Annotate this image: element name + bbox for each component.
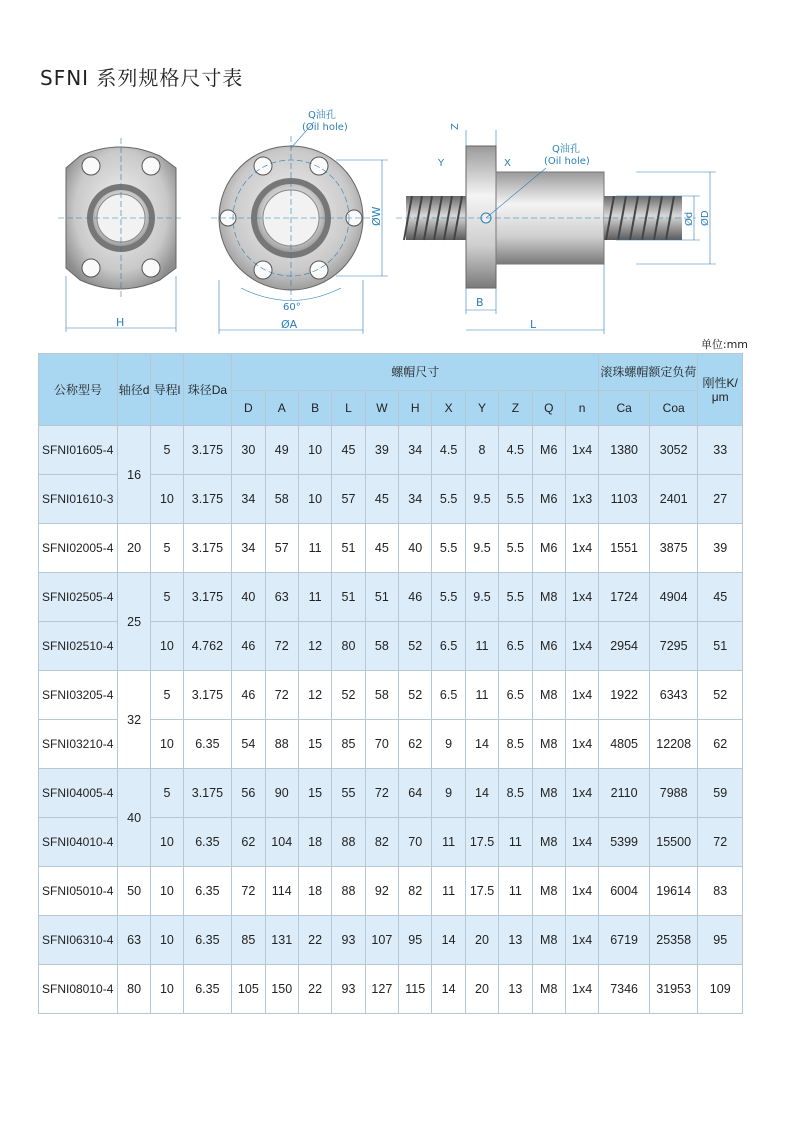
- cell-z: 13: [499, 965, 532, 1014]
- cell-a: 58: [265, 475, 298, 524]
- cell-ca: 1380: [599, 426, 650, 475]
- subheader-x: X: [432, 391, 465, 426]
- cell-l: 5: [151, 524, 183, 573]
- cell-coa: 6343: [649, 671, 698, 720]
- table-row: [39, 916, 743, 965]
- cell-n: 1x4: [565, 671, 598, 720]
- cell-ca: 6719: [599, 916, 650, 965]
- cell-q: M6: [532, 622, 565, 671]
- cell-l: 88: [332, 867, 365, 916]
- cell-q: M8: [532, 916, 565, 965]
- cell-da: 6.35: [183, 818, 232, 867]
- subheader-ca: Ca: [599, 391, 650, 426]
- cell-a: 150: [265, 965, 298, 1014]
- cell-x: 5.5: [432, 524, 465, 573]
- dim-X-label: X: [504, 158, 511, 169]
- cell-da: 6.35: [183, 720, 232, 769]
- cell-coa: 3052: [649, 426, 698, 475]
- cell-d: 40: [232, 573, 265, 622]
- header-nut: 螺帽尺寸: [232, 354, 599, 391]
- cell-b: 12: [298, 622, 331, 671]
- cell-n: 1x4: [565, 622, 598, 671]
- cell-model: SFNI05010-4: [39, 867, 118, 916]
- cell-n: 1x4: [565, 867, 598, 916]
- dim-d-label: Ød: [684, 211, 695, 226]
- cell-a: 63: [265, 573, 298, 622]
- cell-w: 70: [365, 720, 398, 769]
- cell-w: 39: [365, 426, 398, 475]
- cell-l: 10: [151, 867, 183, 916]
- cell-k: 109: [698, 965, 743, 1014]
- cell-ca: 1922: [599, 671, 650, 720]
- cell-y: 14: [465, 769, 498, 818]
- cell-da: 6.35: [183, 965, 232, 1014]
- subheader-coa: Coa: [649, 391, 698, 426]
- cell-b: 10: [298, 426, 331, 475]
- cell-l: 10: [151, 720, 183, 769]
- cell-k: 52: [698, 671, 743, 720]
- cell-q: M8: [532, 720, 565, 769]
- cell-y: 20: [465, 965, 498, 1014]
- cell-h: 82: [399, 867, 432, 916]
- header-model: 公称型号: [39, 354, 118, 426]
- cell-q: M6: [532, 524, 565, 573]
- cell-h: 95: [399, 916, 432, 965]
- cell-h: 62: [399, 720, 432, 769]
- cell-y: 17.5: [465, 818, 498, 867]
- cell-x: 11: [432, 867, 465, 916]
- cell-ca: 1724: [599, 573, 650, 622]
- cell-d: 56: [232, 769, 265, 818]
- subheader-w: W: [365, 391, 398, 426]
- cell-y: 11: [465, 622, 498, 671]
- technical-drawings: [36, 108, 756, 338]
- cell-d: 72: [232, 867, 265, 916]
- cell-z: 6.5: [499, 671, 532, 720]
- cell-z: 11: [499, 867, 532, 916]
- cell-l: 10: [151, 965, 183, 1014]
- dim-angle-label: 60°: [283, 302, 301, 313]
- cell-z: 6.5: [499, 622, 532, 671]
- cell-w: 107: [365, 916, 398, 965]
- table-row: [39, 573, 743, 622]
- oil-hole-label-2: Q油孔: [552, 144, 580, 155]
- cell-coa: 25358: [649, 916, 698, 965]
- oil-hole-en-label-1: (Oil hole): [302, 122, 348, 133]
- cell-model: SFNI06310-4: [39, 916, 118, 965]
- cell-d: 20: [117, 524, 150, 573]
- dim-H-label: H: [116, 316, 125, 329]
- cell-l: 10: [151, 475, 183, 524]
- dim-Y-label: Y: [438, 158, 445, 169]
- cell-q: M8: [532, 769, 565, 818]
- cell-y: 8: [465, 426, 498, 475]
- cell-da: 3.175: [183, 573, 232, 622]
- cell-l: 93: [332, 965, 365, 1014]
- cell-n: 1x3: [565, 475, 598, 524]
- cell-k: 83: [698, 867, 743, 916]
- cell-h: 34: [399, 426, 432, 475]
- cell-x: 6.5: [432, 671, 465, 720]
- subheader-a: A: [265, 391, 298, 426]
- cell-model: SFNI02505-4: [39, 573, 118, 622]
- cell-k: 95: [698, 916, 743, 965]
- cell-d: 85: [232, 916, 265, 965]
- subheader-y: Y: [465, 391, 498, 426]
- cell-n: 1x4: [565, 769, 598, 818]
- cell-a: 72: [265, 671, 298, 720]
- unit-label: 单位:mm: [700, 338, 748, 351]
- cell-x: 9: [432, 720, 465, 769]
- cell-d: 34: [232, 524, 265, 573]
- cell-q: M8: [532, 671, 565, 720]
- dim-B-label: B: [476, 296, 484, 309]
- cell-coa: 7295: [649, 622, 698, 671]
- cell-a: 49: [265, 426, 298, 475]
- oil-hole-en-label-2: (Oil hole): [544, 156, 590, 167]
- cell-h: 40: [399, 524, 432, 573]
- cell-d: 50: [117, 867, 150, 916]
- cell-b: 11: [298, 524, 331, 573]
- cell-y: 11: [465, 671, 498, 720]
- cell-d: 63: [117, 916, 150, 965]
- cell-y: 17.5: [465, 867, 498, 916]
- cell-l: 5: [151, 769, 183, 818]
- cell-d: 46: [232, 622, 265, 671]
- cell-q: M8: [532, 818, 565, 867]
- cell-z: 8.5: [499, 720, 532, 769]
- header-stiffness: 刚性K/μm: [698, 354, 743, 426]
- cell-l: 88: [332, 818, 365, 867]
- cell-l: 93: [332, 916, 365, 965]
- cell-da: 3.175: [183, 524, 232, 573]
- cell-b: 15: [298, 720, 331, 769]
- cell-coa: 31953: [649, 965, 698, 1014]
- cell-ca: 1103: [599, 475, 650, 524]
- cell-x: 9: [432, 769, 465, 818]
- cell-ca: 5399: [599, 818, 650, 867]
- cell-d: 16: [117, 426, 150, 524]
- dim-L-label: L: [530, 318, 537, 331]
- table-row: [39, 426, 743, 475]
- cell-coa: 2401: [649, 475, 698, 524]
- cell-l: 10: [151, 916, 183, 965]
- cell-d: 54: [232, 720, 265, 769]
- cell-h: 34: [399, 475, 432, 524]
- cell-da: 6.35: [183, 867, 232, 916]
- cell-n: 1x4: [565, 573, 598, 622]
- subheader-h: H: [399, 391, 432, 426]
- cell-model: SFNI01605-4: [39, 426, 118, 475]
- cell-x: 14: [432, 965, 465, 1014]
- cell-l: 55: [332, 769, 365, 818]
- table-row: [39, 524, 743, 573]
- cell-d: 34: [232, 475, 265, 524]
- cell-z: 11: [499, 818, 532, 867]
- cell-ca: 2954: [599, 622, 650, 671]
- cell-x: 5.5: [432, 573, 465, 622]
- cell-l: 57: [332, 475, 365, 524]
- cell-coa: 3875: [649, 524, 698, 573]
- cell-z: 5.5: [499, 524, 532, 573]
- cell-x: 5.5: [432, 475, 465, 524]
- table-row: [39, 867, 743, 916]
- cell-y: 9.5: [465, 524, 498, 573]
- oil-hole-label-1: Q油孔: [308, 110, 336, 121]
- cell-h: 64: [399, 769, 432, 818]
- subheader-n: n: [565, 391, 598, 426]
- cell-y: 9.5: [465, 573, 498, 622]
- cell-d: 40: [117, 769, 150, 867]
- cell-model: SFNI04005-4: [39, 769, 118, 818]
- cell-x: 14: [432, 916, 465, 965]
- cell-w: 72: [365, 769, 398, 818]
- cell-model: SFNI02510-4: [39, 622, 118, 671]
- cell-b: 18: [298, 818, 331, 867]
- cell-z: 13: [499, 916, 532, 965]
- cell-k: 27: [698, 475, 743, 524]
- cell-da: 3.175: [183, 769, 232, 818]
- cell-h: 52: [399, 671, 432, 720]
- cell-l: 10: [151, 818, 183, 867]
- cell-n: 1x4: [565, 524, 598, 573]
- cell-l: 52: [332, 671, 365, 720]
- cell-q: M8: [532, 965, 565, 1014]
- cell-b: 22: [298, 916, 331, 965]
- cell-k: 72: [698, 818, 743, 867]
- cell-model: SFNI01610-3: [39, 475, 118, 524]
- cell-l: 51: [332, 573, 365, 622]
- spec-table: [38, 353, 743, 1014]
- cell-ca: 6004: [599, 867, 650, 916]
- cell-w: 127: [365, 965, 398, 1014]
- flange-front-view-cut: [58, 138, 184, 332]
- cell-w: 51: [365, 573, 398, 622]
- cell-b: 12: [298, 671, 331, 720]
- cell-w: 45: [365, 524, 398, 573]
- subheader-b: B: [298, 391, 331, 426]
- subheader-z: Z: [499, 391, 532, 426]
- table-row: [39, 769, 743, 818]
- cell-coa: 4904: [649, 573, 698, 622]
- cell-a: 104: [265, 818, 298, 867]
- cell-da: 3.175: [183, 426, 232, 475]
- flange-front-view-round: [211, 108, 388, 334]
- table-row: [39, 965, 743, 1014]
- cell-model: SFNI03210-4: [39, 720, 118, 769]
- cell-y: 14: [465, 720, 498, 769]
- cell-k: 59: [698, 769, 743, 818]
- cell-k: 62: [698, 720, 743, 769]
- cell-l: 5: [151, 671, 183, 720]
- cell-z: 8.5: [499, 769, 532, 818]
- cell-y: 9.5: [465, 475, 498, 524]
- cell-l: 85: [332, 720, 365, 769]
- page-title: SFNI 系列规格尺寸表: [40, 66, 244, 90]
- cell-model: SFNI04010-4: [39, 818, 118, 867]
- cell-h: 52: [399, 622, 432, 671]
- header-ball: 珠径Da: [183, 354, 232, 426]
- cell-k: 51: [698, 622, 743, 671]
- cell-h: 115: [399, 965, 432, 1014]
- cell-coa: 19614: [649, 867, 698, 916]
- cell-z: 5.5: [499, 475, 532, 524]
- cell-ca: 1551: [599, 524, 650, 573]
- cell-a: 90: [265, 769, 298, 818]
- cell-b: 18: [298, 867, 331, 916]
- cell-w: 58: [365, 671, 398, 720]
- cell-d: 32: [117, 671, 150, 769]
- cell-z: 4.5: [499, 426, 532, 475]
- cell-b: 15: [298, 769, 331, 818]
- cell-l: 5: [151, 573, 183, 622]
- cell-coa: 15500: [649, 818, 698, 867]
- cell-d: 80: [117, 965, 150, 1014]
- dim-A-label: ØA: [281, 318, 298, 331]
- cell-w: 92: [365, 867, 398, 916]
- cell-ca: 7346: [599, 965, 650, 1014]
- cell-y: 20: [465, 916, 498, 965]
- cell-coa: 12208: [649, 720, 698, 769]
- cell-a: 88: [265, 720, 298, 769]
- cell-l: 10: [151, 622, 183, 671]
- cell-model: SFNI03205-4: [39, 671, 118, 720]
- cell-q: M8: [532, 573, 565, 622]
- cell-w: 58: [365, 622, 398, 671]
- cell-d: 30: [232, 426, 265, 475]
- cell-q: M6: [532, 475, 565, 524]
- cell-da: 3.175: [183, 475, 232, 524]
- cell-x: 4.5: [432, 426, 465, 475]
- cell-a: 114: [265, 867, 298, 916]
- cell-n: 1x4: [565, 916, 598, 965]
- cell-b: 22: [298, 965, 331, 1014]
- subheader-d: D: [232, 391, 265, 426]
- cell-ca: 4805: [599, 720, 650, 769]
- cell-h: 46: [399, 573, 432, 622]
- cell-w: 82: [365, 818, 398, 867]
- cell-d: 105: [232, 965, 265, 1014]
- subheader-l: L: [332, 391, 365, 426]
- cell-model: SFNI08010-4: [39, 965, 118, 1014]
- cell-x: 6.5: [432, 622, 465, 671]
- cell-d: 25: [117, 573, 150, 671]
- cell-q: M8: [532, 867, 565, 916]
- cell-b: 11: [298, 573, 331, 622]
- header-load: 滚珠螺帽额定负荷: [599, 354, 698, 391]
- cell-d: 46: [232, 671, 265, 720]
- cell-w: 45: [365, 475, 398, 524]
- cell-k: 33: [698, 426, 743, 475]
- cell-k: 45: [698, 573, 743, 622]
- cell-l: 80: [332, 622, 365, 671]
- cell-n: 1x4: [565, 426, 598, 475]
- cell-l: 5: [151, 426, 183, 475]
- cell-x: 11: [432, 818, 465, 867]
- cell-h: 70: [399, 818, 432, 867]
- dim-W-label: ØW: [370, 206, 383, 226]
- cell-da: 3.175: [183, 671, 232, 720]
- cell-a: 57: [265, 524, 298, 573]
- subheader-q: Q: [532, 391, 565, 426]
- cell-ca: 2110: [599, 769, 650, 818]
- table-row: [39, 671, 743, 720]
- cell-n: 1x4: [565, 965, 598, 1014]
- cell-q: M6: [532, 426, 565, 475]
- cell-b: 10: [298, 475, 331, 524]
- dim-Z-label: Z: [450, 123, 461, 130]
- cell-l: 51: [332, 524, 365, 573]
- cell-model: SFNI02005-4: [39, 524, 118, 573]
- cell-k: 39: [698, 524, 743, 573]
- header-shaft: 轴径d: [117, 354, 150, 426]
- dim-D-label: ØD: [700, 210, 711, 226]
- cell-coa: 7988: [649, 769, 698, 818]
- cell-d: 62: [232, 818, 265, 867]
- cell-a: 131: [265, 916, 298, 965]
- cell-l: 45: [332, 426, 365, 475]
- cell-da: 4.762: [183, 622, 232, 671]
- header-lead: 导程l: [151, 354, 183, 426]
- cell-n: 1x4: [565, 818, 598, 867]
- cell-da: 6.35: [183, 916, 232, 965]
- side-profile-view: [396, 123, 716, 334]
- cell-a: 72: [265, 622, 298, 671]
- cell-z: 5.5: [499, 573, 532, 622]
- cell-n: 1x4: [565, 720, 598, 769]
